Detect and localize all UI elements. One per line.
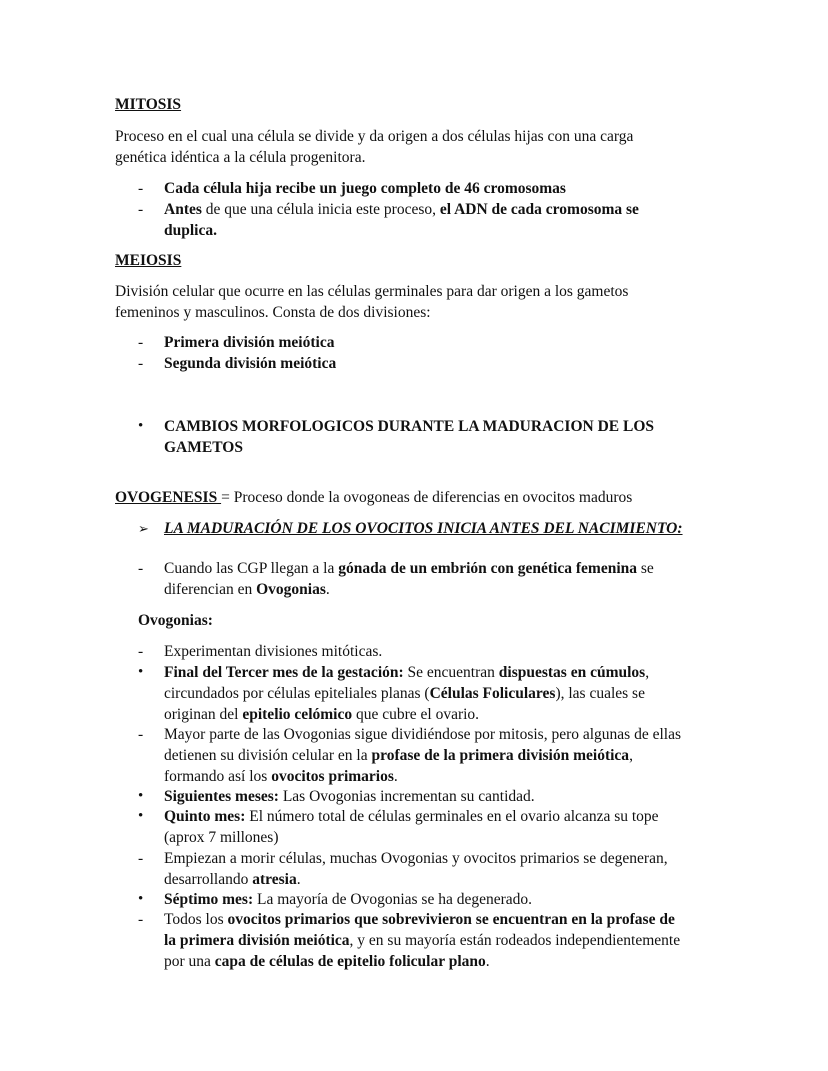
text-run: . [325,581,330,598]
text-run: . [393,768,398,785]
list-item-text [164,889,718,910]
list-item-text [164,662,718,725]
list-item [138,332,718,353]
bold-run: Quinto mes: [164,808,246,825]
dash-marker: - [138,355,144,372]
list-item [138,558,718,600]
text-line: Proceso en el cual una célula se divide y da origen a dos células hijas con una carga [115,128,634,145]
text-run: GAMETOS [164,439,243,456]
bold-run: el ADN de cada cromosoma se [439,201,639,218]
list-item-text: LA MADURACIÓN DE LOS OVOCITOS INICIA ANTES DEL NACIMIENTO: [164,520,683,537]
list-item-text [164,806,718,848]
bold-run: la primera división meiótica [164,932,350,949]
arrow-item [138,518,738,539]
meiosis-definition [115,281,715,323]
text-run: Se encuentran [403,664,499,681]
dash-marker: - [138,911,144,928]
list-item-text [164,909,718,972]
text-run: de que una célula inicia este proceso, [201,201,440,218]
text-run: = Proceso donde la ovogoneas de diferencias en ovocitos maduros [221,489,633,506]
list-item-text [164,848,718,890]
list-item [138,353,718,374]
cambios-heading [138,416,718,458]
list-item-text: Segunda división meiótica [164,355,337,372]
text-run: La mayoría de Ovogonias se ha degenerado. [253,891,533,908]
bold-run: Antes [164,201,202,218]
meiosis-heading: MEIOSIS [115,252,182,269]
text-run: . [485,953,490,970]
text-run: Mayor parte de las Ovogonias sigue dividiéndose por mitosis, pero algunas de ellas [164,726,681,743]
ovogenesis-definition [115,487,715,508]
list-item [138,806,718,848]
dash-marker: - [138,560,144,577]
list-item-text [164,786,718,807]
bold-run: epitelio celómico [242,706,353,723]
bold-run: Células Foliculares [429,685,556,702]
bullet-marker: • [138,788,144,804]
text-run: Empiezan a morir células, muchas Ovogonias y ovocitos primarios se degeneran, [164,850,668,867]
text-run: se [637,560,654,577]
list-item-text [164,558,718,600]
dash-marker: - [138,850,144,867]
list-item [138,786,718,807]
bold-run: ovocitos primarios que sobrevivieron se encuentran en la profase de [227,911,675,928]
text-run: El número total de células germinales en el ovario alcanza su tope [245,808,659,825]
list-item-text [164,724,718,787]
bullet-marker: • [138,418,144,434]
bullet-marker: • [138,891,144,907]
dash-marker: - [138,201,144,218]
bold-run: dispuestas en cúmulos [498,664,646,681]
bold-run: Séptimo mes: [164,891,254,908]
ovogonias-title: Ovogonias: [138,612,213,629]
bullet-marker: • [138,664,144,680]
list-item-text [164,199,718,241]
text-run: que cubre el ovario. [352,706,480,723]
text-run: Todos los [164,911,228,928]
text-run: diferencian en [164,581,257,598]
list-item-text: Experimentan divisiones mitóticas. [164,643,383,660]
text-run: , [645,664,650,681]
bullet-marker: • [138,808,144,824]
text-run: Las Ovogonias incrementan su cantidad. [278,788,535,805]
list-item-text: Cada célula hija recibe un juego completo de 46 cromosomas [164,180,566,197]
text-run: CAMBIOS MORFOLOGICOS DURANTE LA MADURACION DE LOS [164,418,655,435]
text-line: genética idéntica a la célula progenitora. [115,149,366,166]
text-run: por una [164,953,215,970]
bold-run: capa de células de epitelio folicular plano [214,953,486,970]
list-item [138,848,718,890]
bold-run: profase de la primera división meiótica [371,747,630,764]
bold-run: Ovogonias [256,581,326,598]
dash-marker: - [138,334,144,351]
text-line: División celular que ocurre en las células germinales para dar origen a los gametos [115,283,629,300]
text-run: formando así los [164,768,272,785]
bold-run: Final del Tercer mes de la gestación: [164,664,404,681]
dash-marker: - [138,180,144,197]
mitosis-definition [115,126,715,168]
dash-marker: - [138,643,144,660]
list-item [138,909,718,972]
ovogenesis-term: OVOGENESIS [115,489,222,506]
text-run: circundados por células epiteliales planas ( [164,685,430,702]
bold-run: Siguientes meses: [164,788,279,805]
list-item [138,724,718,787]
text-run: , [629,747,633,764]
text-run: , y en su mayoría están rodeados independientemente [349,932,681,949]
list-item [138,662,718,725]
text-run: desarrollando [164,871,253,888]
list-item [138,889,718,910]
list-item [138,178,718,199]
bold-run: atresia [252,871,297,888]
bold-run: ovocitos primarios [271,768,394,785]
mitosis-heading: MITOSIS [115,96,182,113]
bold-run: gónada de un embrión con genética femenina [338,560,638,577]
arrow-bullet-icon: ➢ [138,521,149,536]
list-item-text [164,416,718,458]
text-run: detienen su división celular en la [164,747,372,764]
list-item-text: Primera división meiótica [164,334,335,351]
text-run: originan del [164,706,243,723]
dash-marker: - [138,726,144,743]
text-run: ), las cuales se [555,685,645,702]
list-item [138,641,718,662]
text-line: femeninos y masculinos. Consta de dos divisiones: [115,304,431,321]
text-run: Cuando las CGP llegan a la [164,560,339,577]
text-run: (aprox 7 millones) [164,829,279,846]
text-run: . [296,871,301,888]
list-item [138,199,718,241]
bold-run: duplica. [164,222,217,239]
